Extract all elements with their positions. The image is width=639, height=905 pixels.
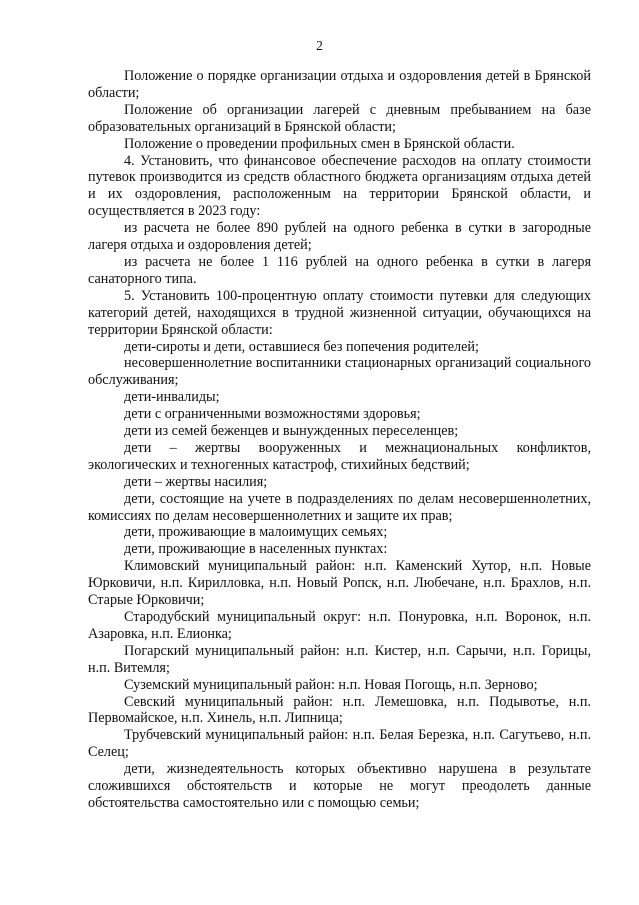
settlements-suzemsky: Суземский муниципальный район: н.п. Новая Погощь, н.п. Зерново; [124, 676, 538, 693]
paragraph-rate-country-camps: из расчета не более 890 рублей на одного ребенка в сутки в загородные лагеря отдыха и оздоровления детей; [88, 220, 591, 254]
paragraph-regulation-profile-shifts: Положение о проведении профильных смен в Брянской области. [124, 135, 515, 152]
list-item-violence-victims: дети – жертвы насилия; [124, 473, 268, 490]
list-item-difficult-circumstances: дети, жизнедеятельность которых объективно нарушена в результате сложившихся обстоятельств и которые не могут преодолеть данные обстоятельства самостоятельно или с помощью семьи; [88, 761, 591, 811]
list-item-limited-health: дети с ограниченными возможностями здоровья; [124, 406, 421, 423]
document-body [88, 68, 591, 812]
list-item-social-care-wards: несовершеннолетние воспитанники стационарных организаций социального обслуживания; [88, 355, 591, 389]
list-item-registered-minors: дети, состоящие на учете в подразделениях по делам несовершеннолетних, комиссиях по делам несовершеннолетних и защите их прав; [88, 490, 591, 524]
paragraph-rate-sanatorium-camps: из расчета не более 1 116 рублей на одного ребенка в сутки в лагеря санаторного типа. [88, 253, 591, 287]
list-item-disabled-children: дети-инвалиды; [124, 389, 220, 406]
page-number: 2 [316, 38, 323, 53]
paragraph-regulation-day-camps: Положение об организации лагерей с дневным пребыванием на базе образовательных организаций в Брянской области; [88, 101, 591, 135]
list-item-settlements-intro: дети, проживающие в населенных пунктах: [124, 541, 388, 558]
paragraph-clause-4-financing: 4. Установить, что финансовое обеспечение расходов на оплату стоимости путевок производится из средств областного бюджета организациям отдыха детей и их оздоровления, расположенным на территории Брянской области, и осуществляется в 2023 году: [88, 152, 591, 220]
paragraph-regulation-rest-organization: Положение о порядке организации отдыха и оздоровления детей в Брянской области; [88, 68, 591, 101]
list-item-conflict-victims: дети – жертвы вооруженных и межнациональных конфликтов, экологических и техногенных катастроф, стихийных бедствий; [88, 439, 591, 473]
settlements-starodubsky: Стародубский муниципальный округ: н.п. Понуровка, н.п. Воронок, н.п. Азаровка, н.п. Елионка; [88, 609, 591, 642]
list-item-orphans: дети-сироты и дети, оставшиеся без попечения родителей; [124, 338, 479, 355]
list-item-refugee-families: дети из семей беженцев и вынужденных переселенцев; [124, 423, 459, 440]
settlements-klimovsky: Климовский муниципальный район: н.п. Каменский Хутор, н.п. Новые Юрковичи, н.п. Кирилловка, н.п. Новый Ропск, н.п. Любечане, н.п. Брахлов, н.п. Старые Юрковичи; [88, 558, 591, 609]
settlements-trubchevsky: Трубчевский муниципальный район: н.п. Белая Березка, н.п. Сагутьево, н.п. Селец; [88, 727, 591, 761]
settlements-pogarsky: Погарский муниципальный район: н.п. Кистер, н.п. Сарычи, н.п. Горицы, н.п. Витемля; [88, 642, 591, 676]
paragraph-clause-5-full-payment: 5. Установить 100-процентную оплату стоимости путевки для следующих категорий детей, находящихся в трудной жизненной ситуации, обучающихся на территории Брянской области: [88, 287, 591, 338]
list-item-low-income-families: дети, проживающие в малоимущих семьях; [124, 524, 388, 541]
settlements-sevsky: Севский муниципальный район: н.п. Лемешовка, н.п. Подывотье, н.п. Первомайское, н.п. Хинель, н.п. Липница; [88, 693, 591, 727]
